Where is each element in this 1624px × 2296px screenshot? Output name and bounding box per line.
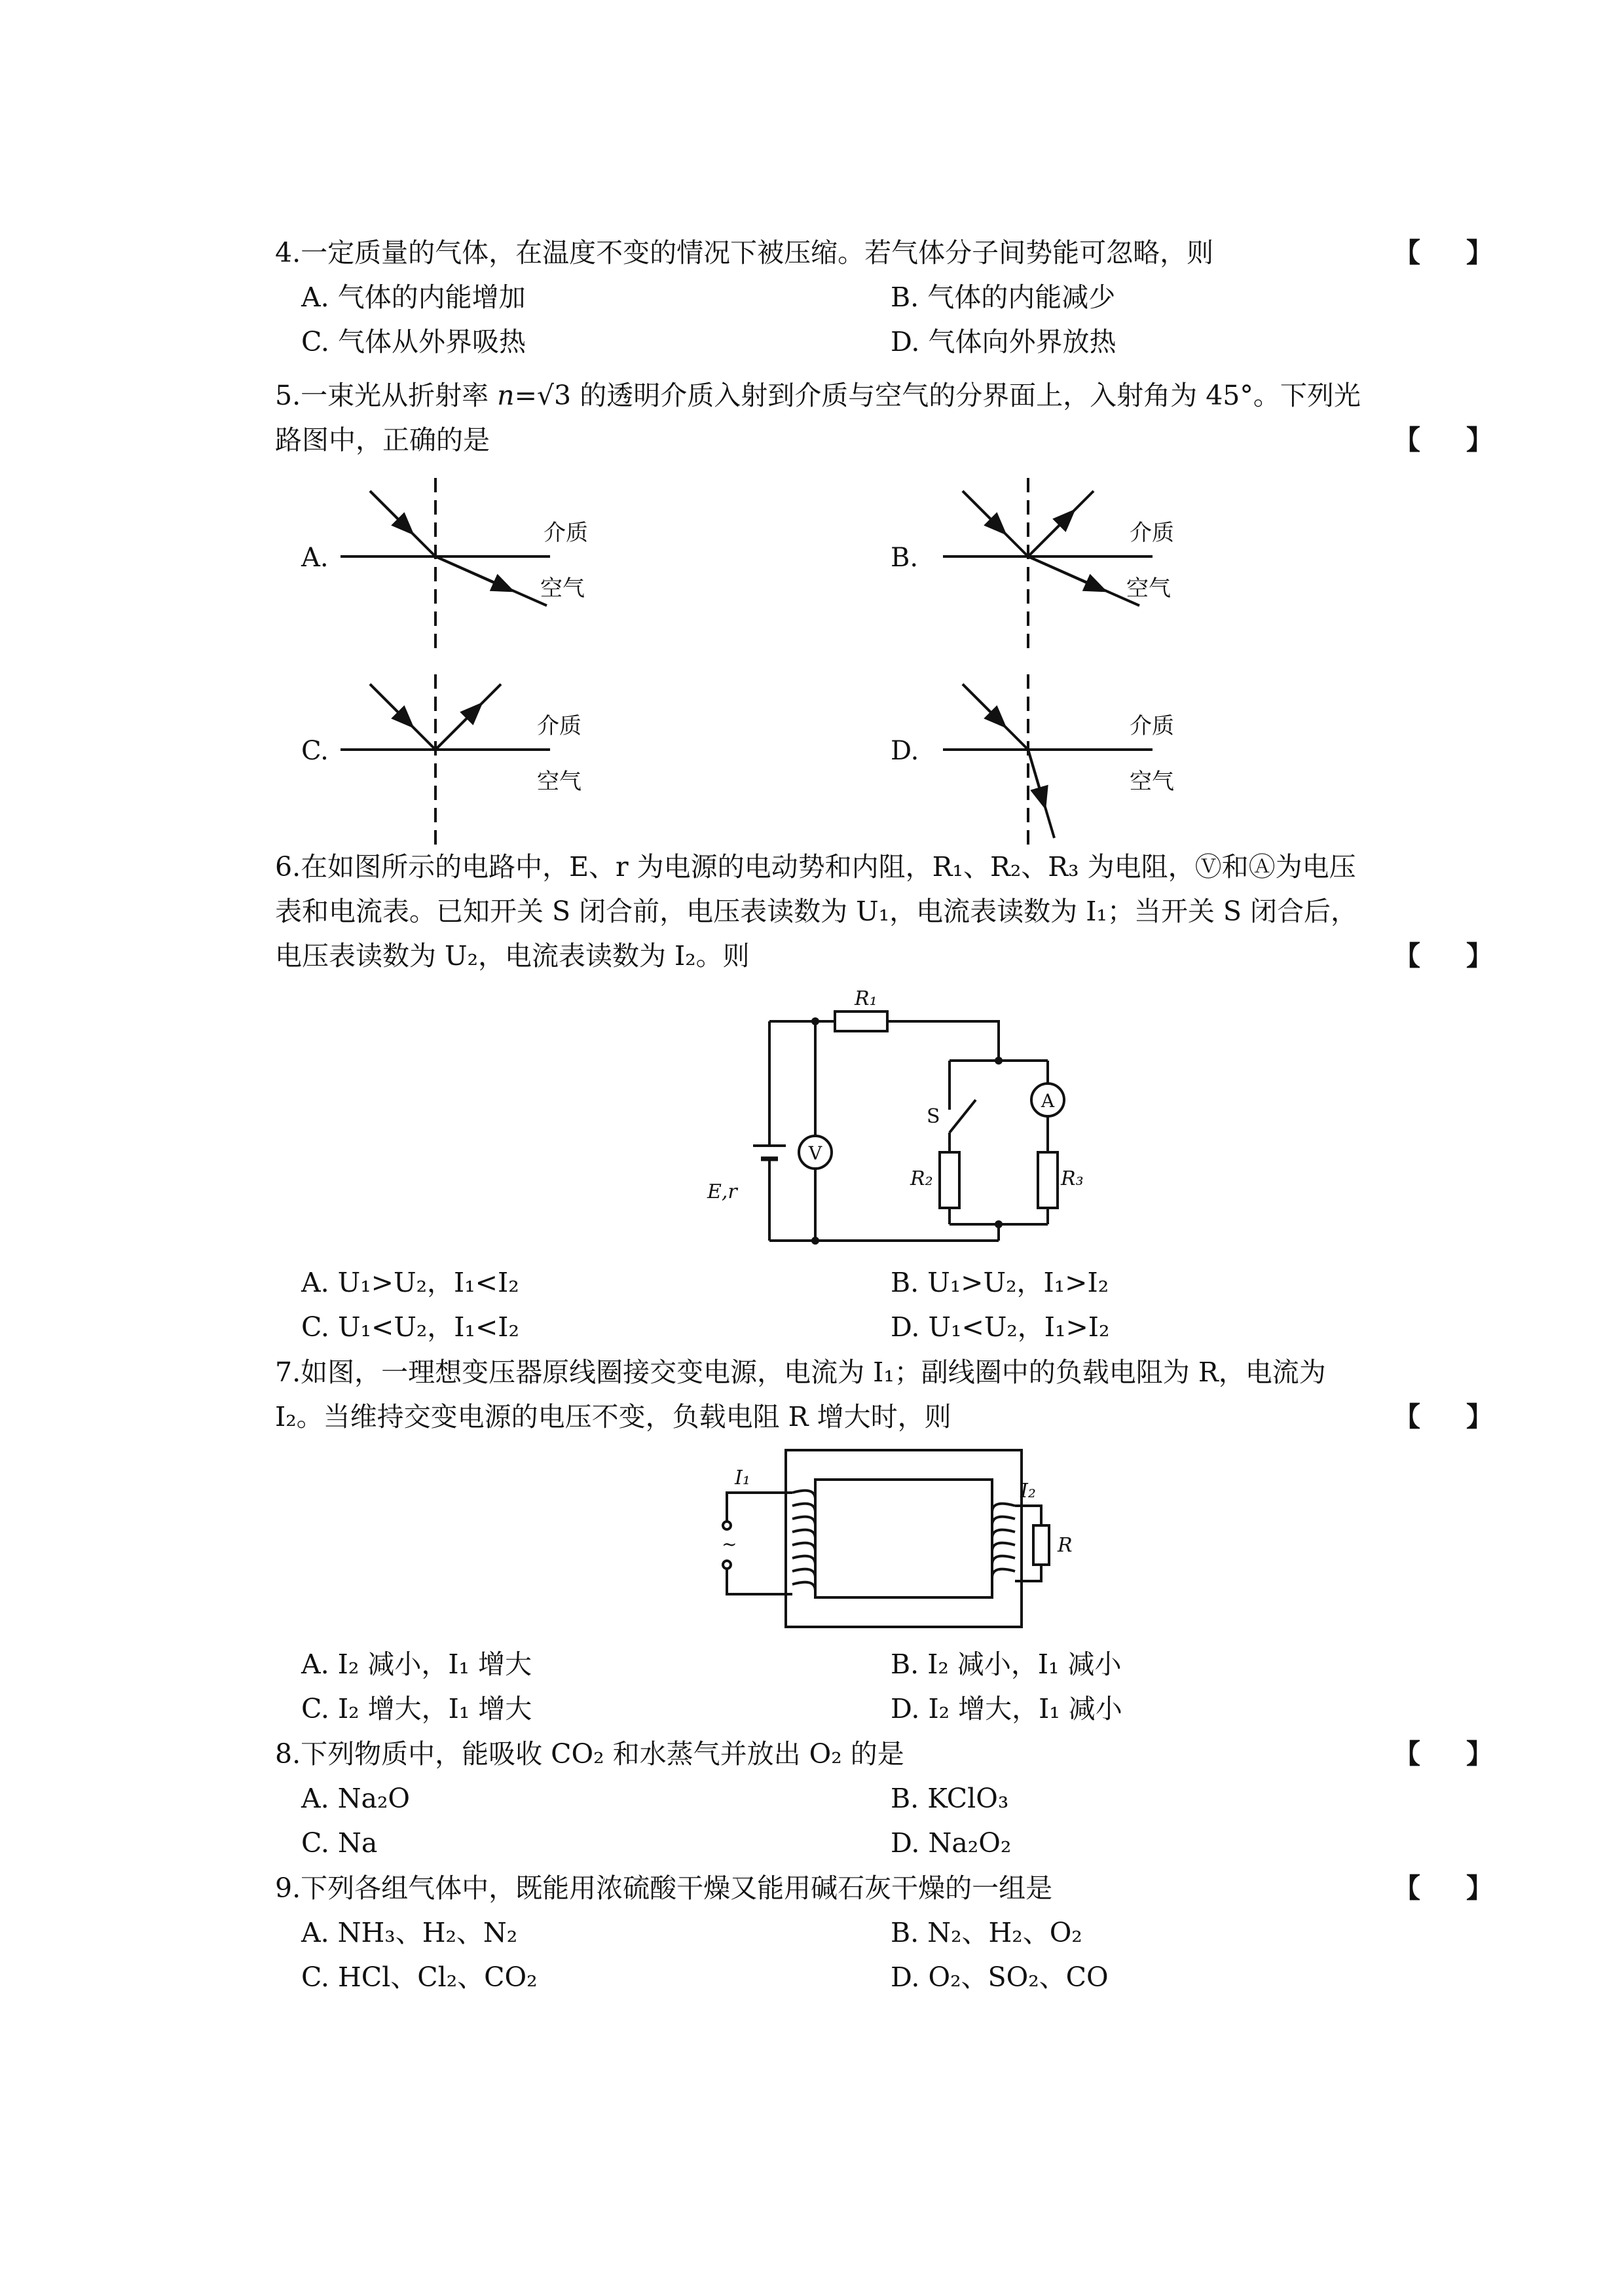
option-a[interactable]: A. NH₃、H₂、N₂	[301, 1917, 518, 1948]
junction-dot	[811, 1017, 819, 1025]
switch-label: S	[927, 1105, 940, 1128]
option-b[interactable]: B. U₁>U₂，I₁>I₂	[891, 1267, 1109, 1298]
question-9-stem	[275, 1866, 1493, 1910]
bracket-left: 【	[1393, 940, 1420, 972]
light-path-diagrams	[288, 465, 1467, 858]
answer-bracket[interactable]	[1393, 230, 1493, 275]
diagram-b-label: B.	[891, 543, 919, 573]
question-6-stem	[275, 845, 1493, 978]
r1-label: R₁	[855, 987, 877, 1010]
diagram-c[interactable]	[341, 674, 550, 845]
bracket-right: 】	[1466, 1401, 1493, 1432]
question-number: 9.	[275, 1872, 301, 1904]
refractive-index-value: =√3	[514, 380, 572, 411]
bracket-right: 】	[1466, 424, 1493, 456]
circuit-diagram	[707, 982, 1084, 1264]
option-d[interactable]: D. Na₂O₂	[891, 1827, 1012, 1859]
options	[275, 1642, 1493, 1731]
option-b[interactable]: B. KClO₃	[891, 1783, 1009, 1814]
load-resistor	[1033, 1525, 1049, 1565]
bracket-right: 】	[1466, 940, 1493, 972]
junction-dot	[995, 1220, 1003, 1228]
secondary-coil	[992, 1504, 1015, 1578]
transformer-svg	[694, 1437, 1100, 1640]
question-8	[275, 1732, 1493, 1865]
ac-terminal	[723, 1561, 731, 1569]
ac-terminal	[723, 1522, 731, 1529]
question-text-a: 一束光从折射率	[301, 380, 498, 411]
air-label: 空气	[540, 575, 585, 602]
option-a[interactable]: A. Na₂O	[301, 1783, 411, 1814]
circuit-svg	[707, 982, 1084, 1264]
diagram-c-label: C.	[301, 736, 329, 766]
air-label: 空气	[1126, 575, 1171, 602]
question-7	[275, 1350, 1493, 1439]
question-4	[275, 230, 1493, 364]
bracket-right: 】	[1466, 1872, 1493, 1904]
question-4-stem	[275, 230, 1493, 275]
option-b[interactable]: B. 气体的内能减少	[891, 282, 1116, 313]
question-6-options	[275, 1260, 1493, 1349]
option-b[interactable]: B. I₂ 减小，I₁ 减小	[891, 1649, 1122, 1680]
question-text: 一定质量的气体，在温度不变的情况下被压缩。若气体分子间势能可忽略，则	[301, 237, 1214, 268]
i2-label: I₂	[1020, 1480, 1036, 1503]
options	[275, 275, 1493, 364]
medium-label: 介质	[1130, 713, 1174, 739]
options	[275, 1910, 1493, 1999]
question-number: 5.	[275, 380, 301, 411]
option-a[interactable]: A. 气体的内能增加	[301, 282, 526, 313]
r-label: R	[1058, 1534, 1073, 1557]
option-c[interactable]: C. Na	[301, 1827, 378, 1859]
bracket-left: 【	[1393, 424, 1420, 456]
r2-label: R₂	[910, 1167, 933, 1190]
transformer-core	[786, 1450, 1022, 1627]
option-c[interactable]: C. U₁<U₂，I₁<I₂	[301, 1311, 519, 1343]
medium-label: 介质	[544, 520, 588, 546]
question-number: 4.	[275, 237, 301, 268]
option-a[interactable]: A. U₁>U₂，I₁<I₂	[301, 1267, 519, 1298]
resistor-r1	[835, 1011, 887, 1031]
junction-dot	[995, 1057, 1003, 1065]
bracket-left: 【	[1393, 1872, 1420, 1904]
question-7-options	[275, 1642, 1493, 1731]
question-number: 7.	[275, 1357, 301, 1388]
refractive-index-symbol: n	[497, 380, 515, 411]
bracket-right: 】	[1466, 237, 1493, 268]
resistor-r2	[940, 1152, 959, 1208]
question-text-b: 的透明介质入射到介质与空气的分界面上，入射角为 45°。下列光路图中，正确的是	[275, 380, 1361, 456]
bracket-left: 【	[1393, 1738, 1420, 1770]
option-d[interactable]: D. U₁<U₂，I₁>I₂	[891, 1311, 1110, 1343]
options	[275, 1776, 1493, 1865]
question-number: 8.	[275, 1738, 301, 1770]
question-text: 如图，一理想变压器原线圈接交变电源，电流为 I₁；副线圈中的负载电阻为 R，电流为 I₂。当维持交变电源的电压不变，负载电阻 R 增大时，则	[275, 1357, 1326, 1432]
diagram-a-label: A.	[301, 543, 329, 573]
source-label: E,r	[707, 1180, 737, 1203]
option-d[interactable]: D. O₂、SO₂、CO	[891, 1961, 1109, 1993]
answer-bracket[interactable]	[1393, 934, 1493, 978]
ammeter-label: A	[1041, 1090, 1055, 1112]
junction-dot	[811, 1237, 819, 1245]
question-text: 下列物质中，能吸收 CO₂ 和水蒸气并放出 O₂ 的是	[301, 1738, 904, 1770]
transformer-diagram	[694, 1437, 1100, 1640]
question-5	[275, 373, 1493, 462]
bracket-left: 【	[1393, 237, 1420, 268]
air-label: 空气	[537, 769, 581, 795]
question-text: 下列各组气体中，既能用浓硫酸干燥又能用碱石灰干燥的一组是	[301, 1872, 1053, 1904]
medium-label: 介质	[1130, 520, 1174, 546]
switch-s	[950, 1100, 976, 1133]
air-label: 空气	[1130, 769, 1174, 795]
option-d[interactable]: D. I₂ 增大，I₁ 减小	[891, 1693, 1122, 1724]
option-b[interactable]: B. N₂、H₂、O₂	[891, 1917, 1082, 1948]
light-path-svg	[288, 465, 1467, 858]
diagram-d-label: D.	[891, 736, 919, 766]
question-9	[275, 1866, 1493, 1999]
diagram-a[interactable]	[341, 478, 550, 648]
option-c[interactable]: C. 气体从外界吸热	[301, 326, 526, 357]
question-6	[275, 845, 1493, 978]
answer-bracket[interactable]	[1393, 1394, 1493, 1439]
answer-bracket[interactable]	[1393, 1866, 1493, 1910]
resistor-r3	[1038, 1152, 1058, 1208]
bracket-right: 】	[1466, 1738, 1493, 1770]
question-8-stem	[275, 1732, 1493, 1776]
question-5-stem	[275, 373, 1493, 462]
question-text: 在如图所示的电路中，E、r 为电源的电动势和内阻，R₁、R₂、R₃ 为电阻，Ⓥ和Ⓐ为电压表和电流表。已知开关 S 闭合前，电压表读数为 U₁，电流表读数为 I₁；当开关 S 闭合后，电压表读数为 U₂，电流表读数为 I₂。则	[275, 851, 1357, 972]
option-a[interactable]: A. I₂ 减小，I₁ 增大	[301, 1649, 532, 1680]
i1-label: I₁	[735, 1467, 750, 1489]
question-7-stem	[275, 1350, 1493, 1439]
r3-label: R₃	[1061, 1167, 1084, 1190]
bracket-left: 【	[1393, 1401, 1420, 1432]
voltmeter-label: V	[808, 1142, 822, 1164]
ac-symbol: ~	[722, 1533, 737, 1555]
option-c[interactable]: C. I₂ 增大，I₁ 增大	[301, 1693, 532, 1724]
medium-label: 介质	[537, 713, 581, 739]
answer-bracket[interactable]	[1393, 1732, 1493, 1776]
option-c[interactable]: C. HCl、Cl₂、CO₂	[301, 1961, 538, 1993]
option-d[interactable]: D. 气体向外界放热	[891, 326, 1116, 357]
question-number: 6.	[275, 851, 301, 883]
answer-bracket[interactable]	[1393, 418, 1493, 462]
primary-coil	[792, 1491, 815, 1591]
options	[275, 1260, 1493, 1349]
diagram-d[interactable]	[943, 674, 1153, 845]
diagram-b[interactable]	[943, 478, 1153, 648]
